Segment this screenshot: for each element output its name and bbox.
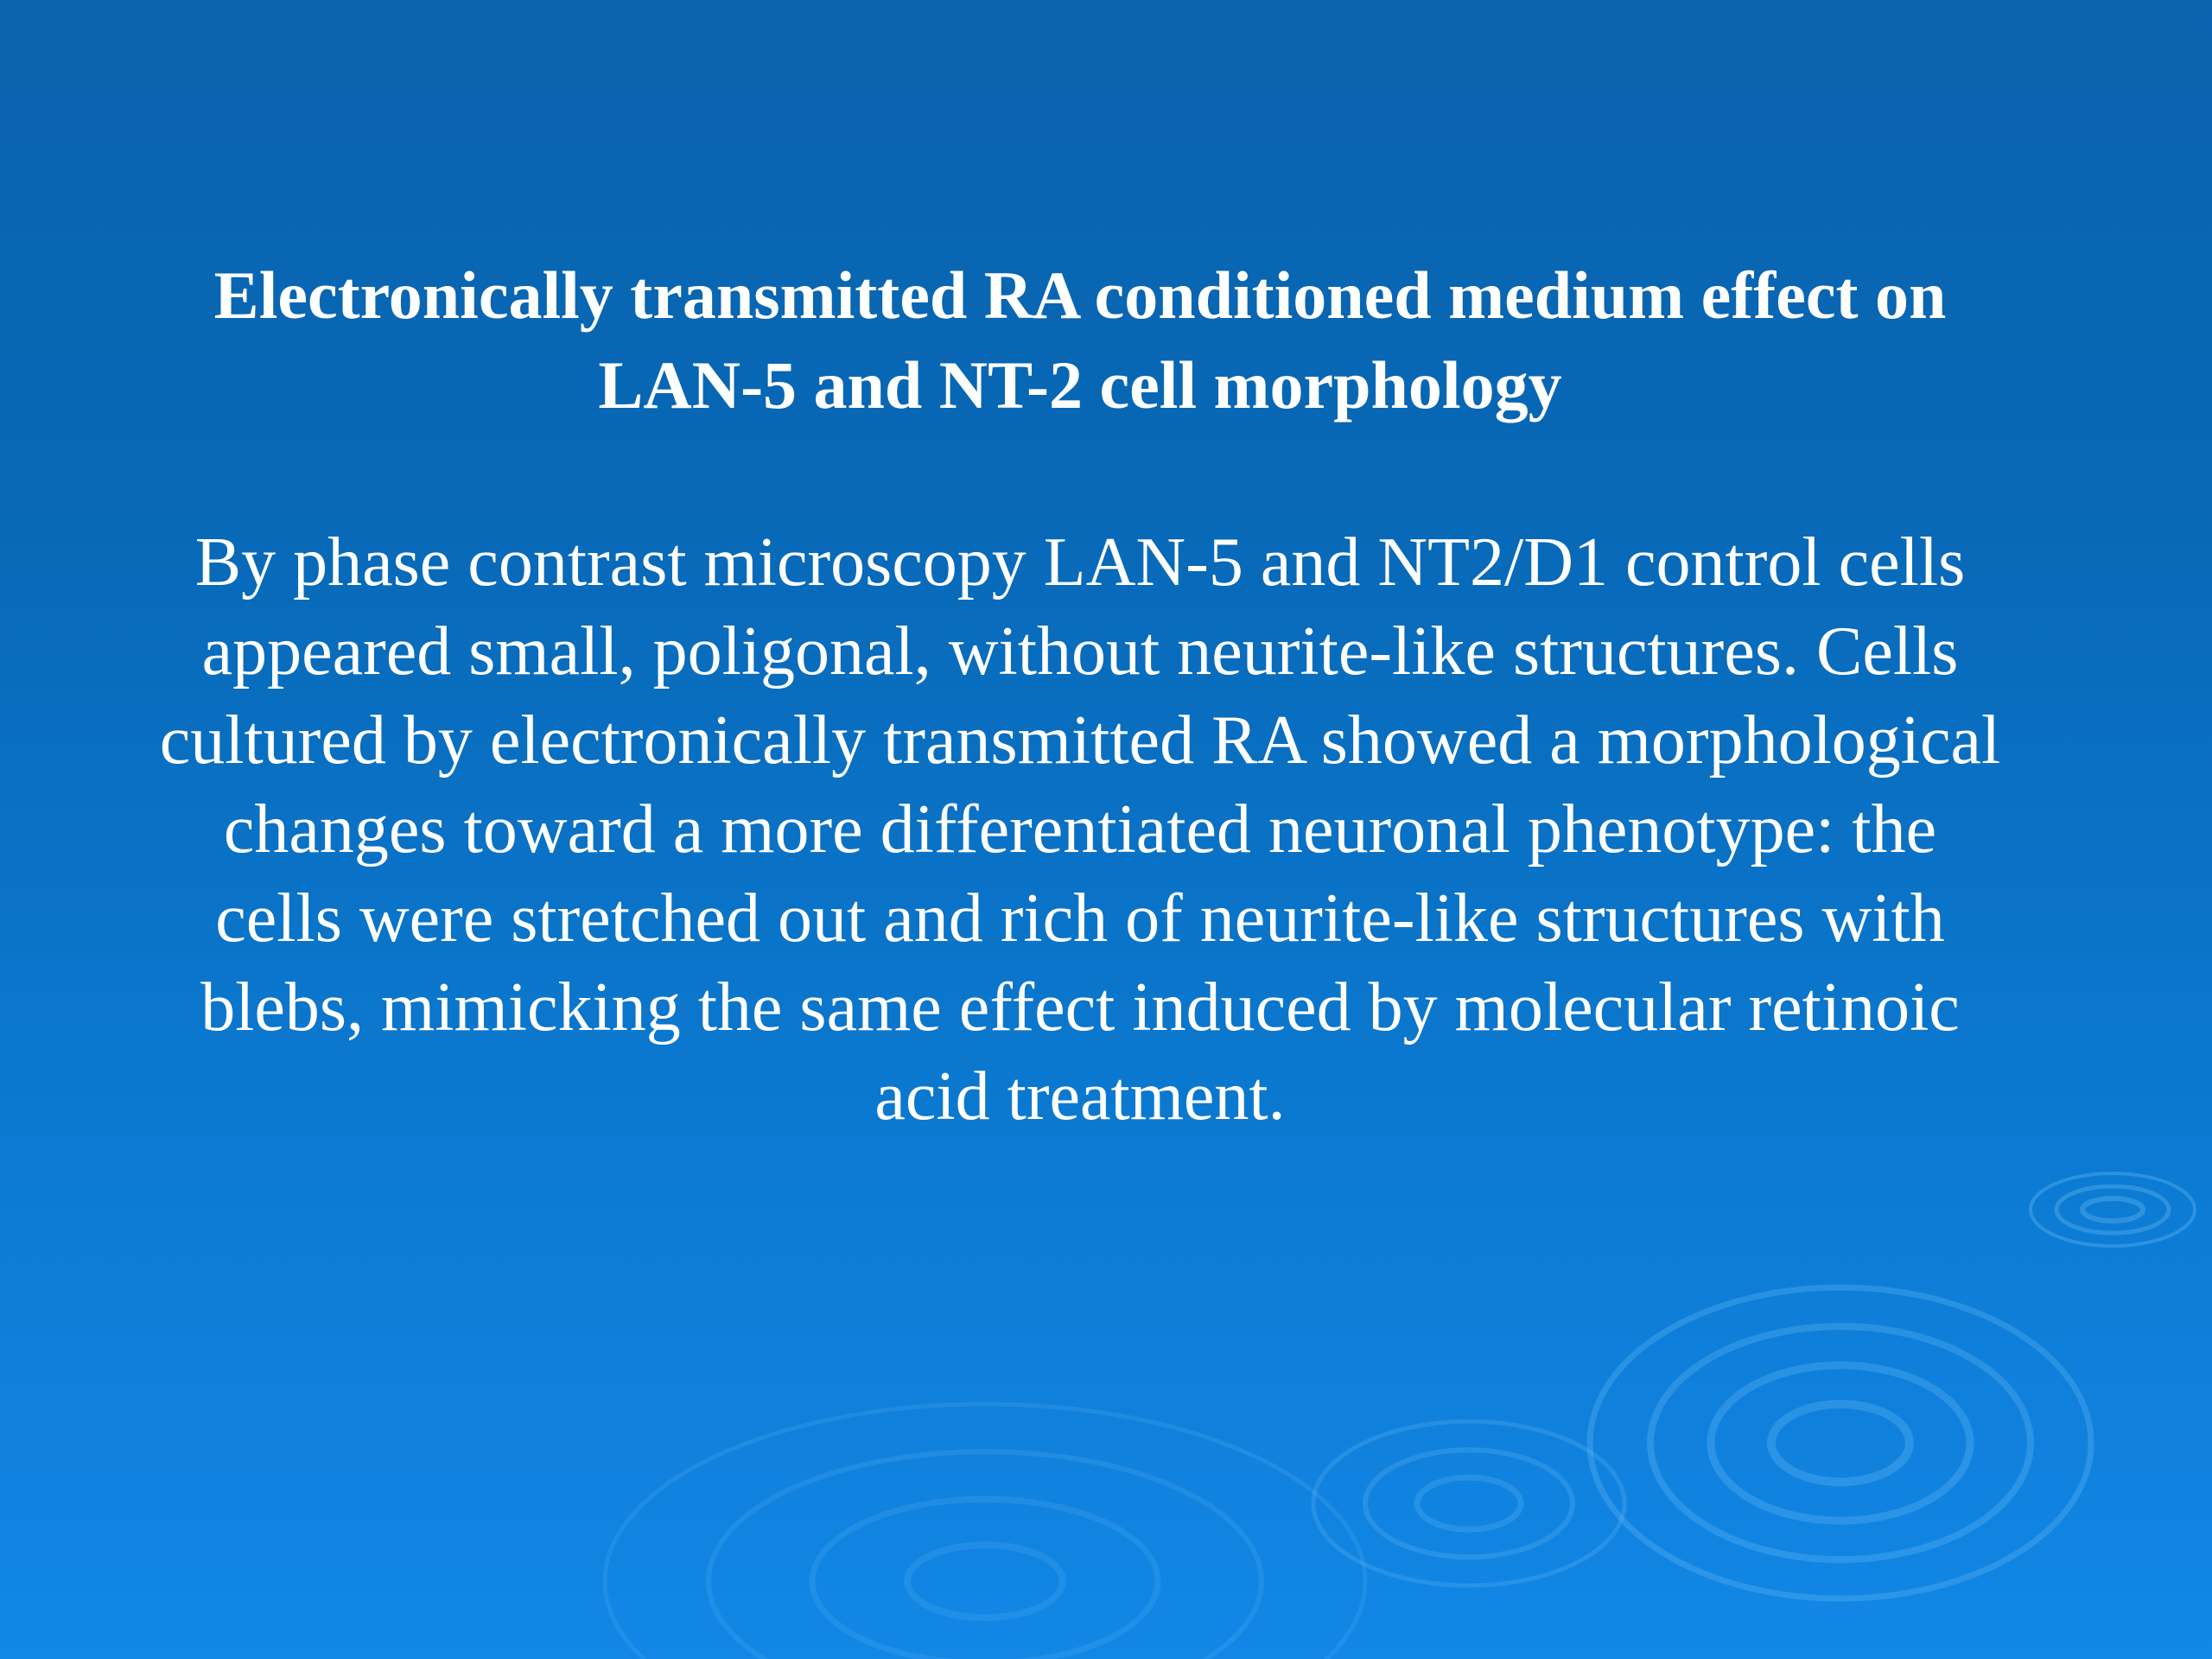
slide-title: Electronically transmitted RA conditioned medium effect on LAN-5 and NT-2 cell morphology	[213, 257, 1947, 423]
ripple-small	[2031, 1173, 2195, 1246]
ripple-large	[1590, 1287, 2091, 1599]
ripple-bottom	[605, 1404, 1365, 1659]
slide-body-text: By phase contrast microscopy LAN-5 and NT2/D1 control cells appeared small, poligonal, without neurite-like structures. Cells cultured by electronically transmitted RA showed a morphological changes toward a more differentiated neuronal phenotype: the cells were stretched out and rich of neurite-like structures with blebs, mimicking the same effect induced by molecular retinoic acid treatment.	[159, 524, 2001, 1135]
ripple-medium	[1313, 1421, 1624, 1586]
